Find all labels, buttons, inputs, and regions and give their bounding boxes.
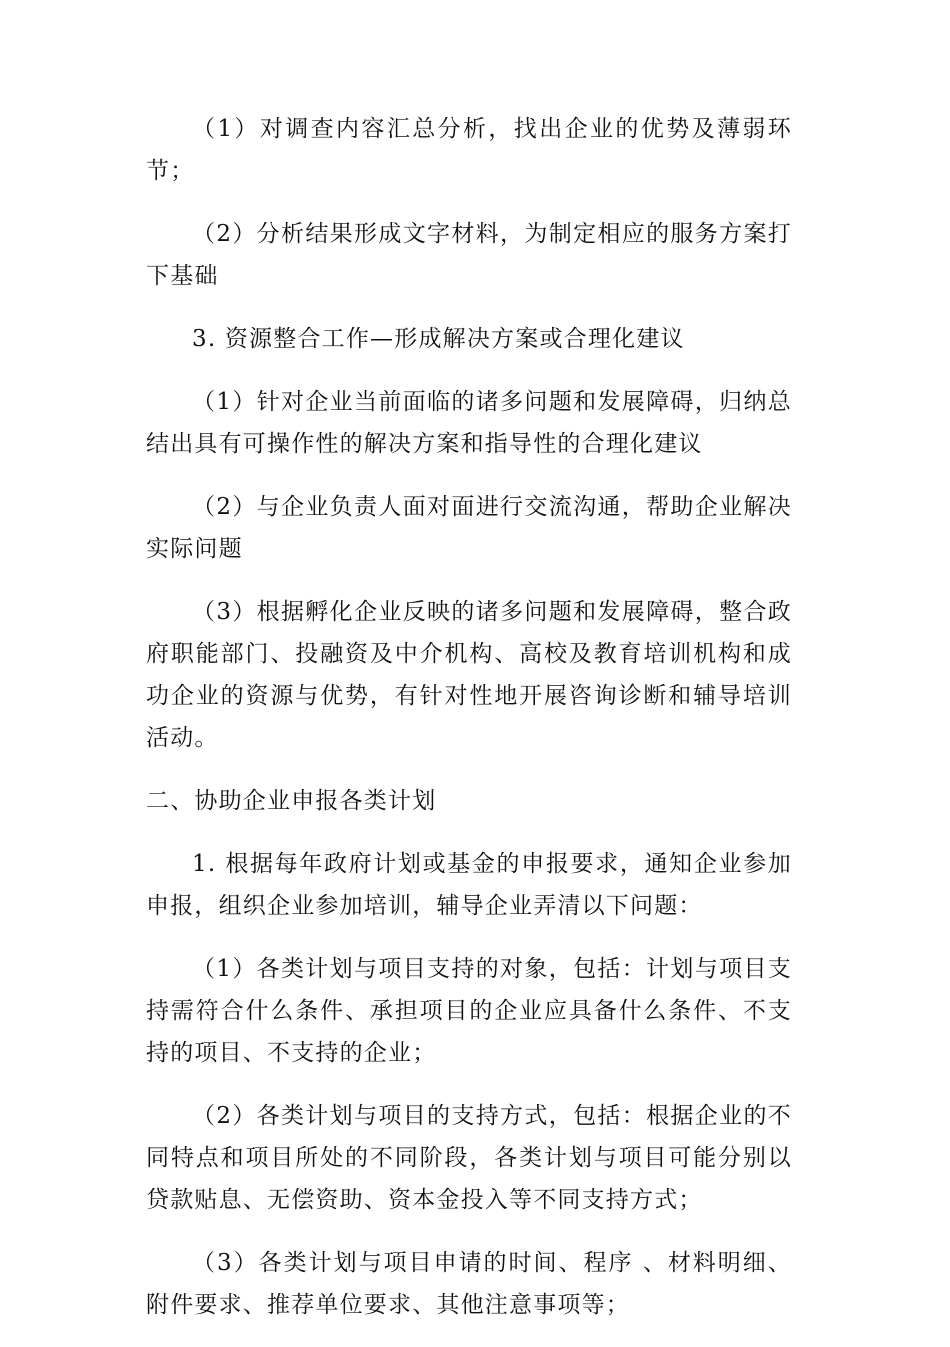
paragraph-3-heading: 3. 资源整合工作—形成解决方案或合理化建议: [192, 326, 685, 352]
paragraph-5: （2）与企业负责人面对面进行交流沟通，帮助企业解决实际问题: [146, 494, 792, 562]
paragraph-10: （2）各类计划与项目的支持方式，包括：根据企业的不同特点和项目所处的不同阶段，各类计划与项目可能分别以贷款贴息、无偿资助、资本金投入等不同支持方式；: [146, 1103, 792, 1213]
document-body: [146, 108, 792, 1347]
paragraph-9: （1）各类计划与项目支持的对象，包括：计划与项目支持需符合什么条件、承担项目的企业应具备什么条件、不支持的项目、不支持的企业；: [146, 956, 792, 1066]
paragraph-8: 1. 根据每年政府计划或基金的申报要求，通知企业参加申报，组织企业参加培训，辅导企业弄清以下问题：: [146, 851, 792, 919]
paragraph-4: （1）针对企业当前面临的诸多问题和发展障碍，归纳总结出具有可操作性的解决方案和指导性的合理化建议: [146, 389, 792, 457]
paragraph-6: （3）根据孵化企业反映的诸多问题和发展障碍，整合政府职能部门、投融资及中介机构、高校及教育培训机构和成功企业的资源与优势，有针对性地开展咨询诊断和辅导培训活动。: [146, 599, 792, 751]
section-heading: 二、协助企业申报各类计划: [146, 788, 437, 814]
paragraph-2: （2）分析结果形成文字材料，为制定相应的服务方案打下基础: [146, 221, 792, 289]
paragraph-11: （3）各类计划与项目申请的时间、程序 、材料明细、附件要求、推荐单位要求、其他注意事项等；: [146, 1250, 792, 1318]
paragraph-1: （1）对调查内容汇总分析，找出企业的优势及薄弱环节；: [146, 116, 792, 184]
